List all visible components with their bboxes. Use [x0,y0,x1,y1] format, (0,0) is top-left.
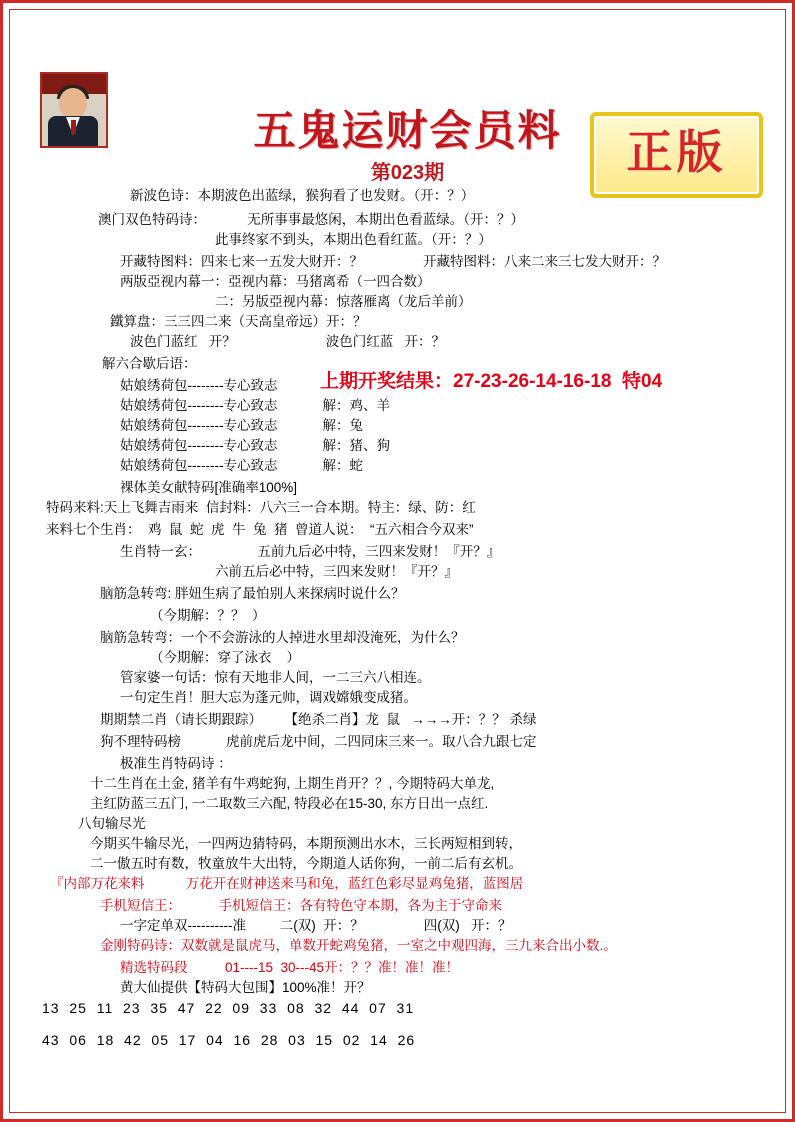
text-line: 新波色诗：本期波色出蓝绿，猴狗看了也发财。（开：？） [130,188,475,203]
issue-number: 第023期 [370,162,445,184]
page-title: 五鬼运财会员料 [253,107,562,154]
text-line: 姑娘绣荷包--------专心致志 解：蛇 [120,458,363,473]
text-line: 十二生肖在土金, 猪羊有牛鸡蛇狗, 上期生肖开？？, 今期特码大单龙, [90,776,495,791]
text-line: 姑娘绣荷包--------专心致志 解：猪、狗 [120,438,390,453]
text-line: 澳门双色特码诗： 无所事事最悠闲，本期出色看蓝绿。（开：？） [98,212,525,227]
text-line: 二一傲五时有数，牧童放牛大出特，今期道人话你狗，一前二后有玄机。 [90,856,522,871]
text-line: 期期禁二肖（请长期跟踪） 【绝杀二肖】龙 鼠 →→→开：？？ 杀绿 [100,712,537,727]
text-line: 姑娘绣荷包--------专心致志 解：鸡、羊 [120,398,390,413]
text-line: 管家婆一句话：惊有天地非人间，一二三六八相连。 [120,670,431,685]
text-line: 姑娘绣荷包--------专心致志 [120,378,278,393]
text-line: 解六合歇后语： [102,356,197,371]
text-line: 八旬输尽光 [78,816,146,831]
text-line: 生肖特一玄： 五前九后必中特，三四来发财！『开？』 [120,544,501,559]
text-line: 姑娘绣荷包--------专心致志 解：兔 [120,418,363,433]
text-line: （今期解：？？ ） [150,608,266,623]
text-line: 脑筋急转弯：一个不会游泳的人掉进水里却没淹死，为什么？ [100,630,465,645]
text-line: 鐵算盘：三三四二来（天高皇帝远）开：？ [110,314,367,329]
text-line: 金刚特码诗：双数就是鼠虎马，单数开蛇鸡兔猪，一室之中观四海，三九来合出小数.。 [100,938,617,953]
official-edition-stamp: 正版 [590,112,763,198]
text-line: 六前五后必中特，三四来发财！『开？』 [215,564,458,579]
text-line: 一句定生肖！胆大忘为蓬元帅，调戏嫦娥变成猪。 [120,690,417,705]
text-line: 开藏特图料：四来七来一五发大财开：？ 开藏特图料：八来二来三七发大财开：？ [120,254,667,269]
text-line: 裸体美女献特码[准确率100%] [120,480,298,495]
document-inner-border [9,9,786,1113]
result-numbers: 27-23-26-14-16-18 [453,371,612,392]
text-line: 手机短信王： 手机短信王：各有特色守本期，各为主于守命来 [100,898,503,913]
text-line: 狗不理特码榜 虎前虎后龙中间，二四同床三来一。取八合九跟七定 [100,734,537,749]
text-line: 两版亞视内幕一：亞视内幕：马猪离希（一四合数） [120,274,431,289]
text-line: 精选特码段 01----15 30---45开：？？准！准！准！ [120,960,460,975]
text-line: 一字定单双----------准 二(双) 开：？ 四(双) 开：？ [120,918,512,933]
result-special-number: 特04 [611,371,663,392]
text-line: 黄大仙提供【特码大包围】100%准！开？ [120,980,371,995]
text-line: 此事终家不到头，本期出色看红蓝。（开：？） [215,232,492,247]
text-line: 主红防蓝三五门, 一二取数三六配, 特段必在15-30, 东方日出一点红. [90,796,489,811]
text-line: 波色门蓝红 开？ 波色门红蓝 开：？ [130,334,446,349]
number-row: 43 06 18 42 05 17 04 16 28 03 15 02 14 26 [42,1032,416,1048]
previous-draw-result [320,366,662,393]
text-line: 『内部万花来料 万花开在财神送来马和兔，蓝红色彩尽显鸡兔猪，蓝图居 [50,876,524,891]
text-line: 二：另版亞视内幕：惊落雁离（龙后羊前） [215,294,472,309]
text-line: 今期买牛输尽光，一四两边猜特码，本期预测出水木，三长两短相到转， [90,836,522,851]
text-line: 脑筋急转弯: 胖妞生病了最怕别人来探病时说什么？ [100,586,405,601]
text-line: （今期解：穿了泳衣 ） [150,650,301,665]
text-line: 特码来料:天上飞舞吉雨来 信封料：八六三一合本期。特主：绿、防：红 [46,500,476,515]
text-line: 极准生肖特码诗 ： [120,756,232,771]
result-label: 上期开奖结果： [320,371,454,392]
number-row: 13 25 11 23 35 47 22 09 33 08 32 44 07 31 [42,1000,415,1016]
text-line: 来料七个生肖： 鸡 鼠 蛇 虎 牛 兔 猪 曾道人说： “五六相合今双来” [46,522,474,537]
